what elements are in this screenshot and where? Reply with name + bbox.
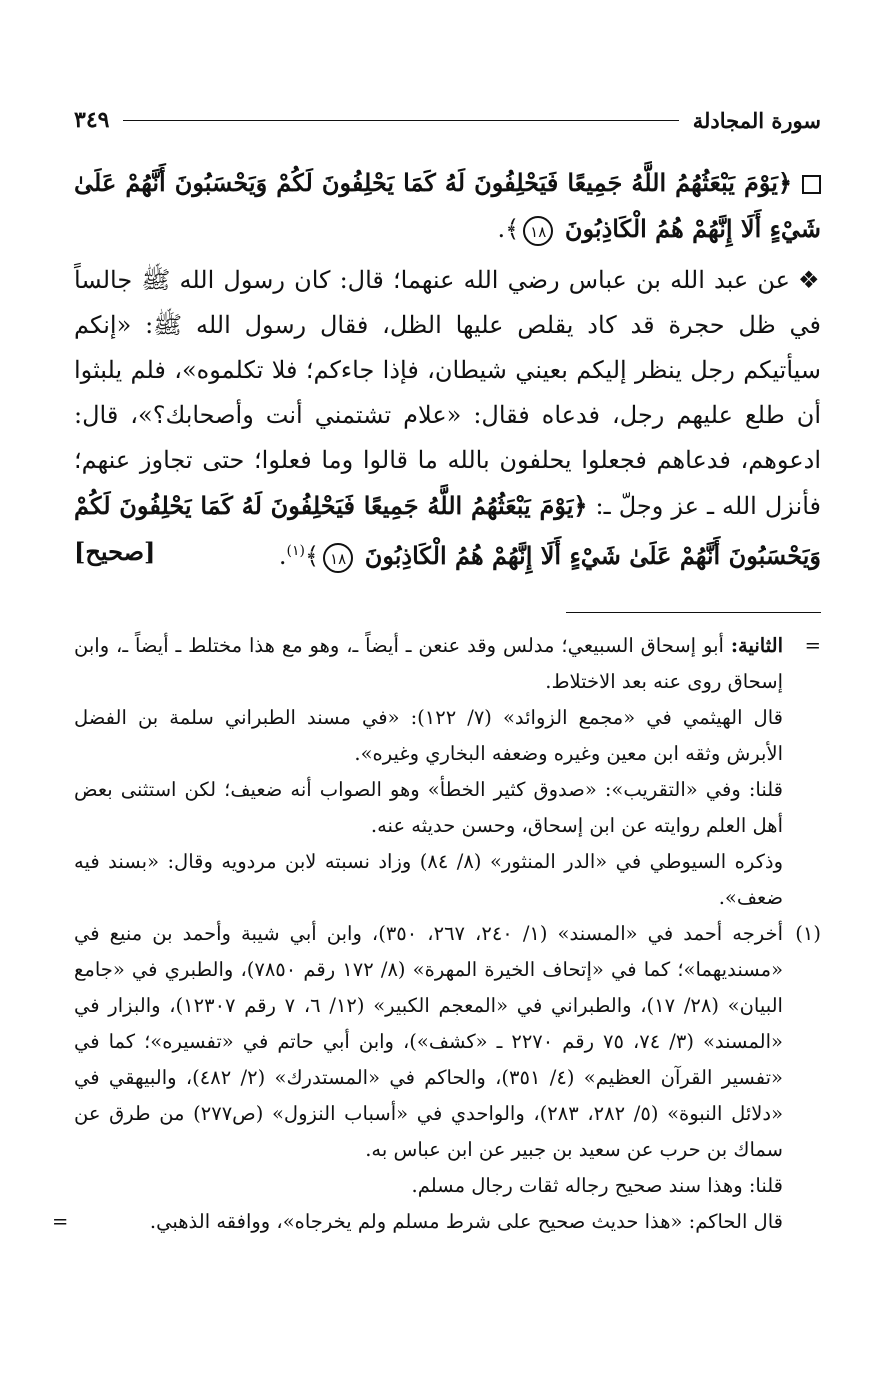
main-text [74,160,821,579]
prev-text: أبو إسحاق السبيعي؛ مدلس وقد عنعن ـ أيضاً ـ، وهو مع هذا مختلط ـ أيضاً ـ، وابن إسحاق روى عنه بعد الاختلاط. [74,634,783,693]
page-number: ٣٤٩ [74,107,110,133]
footnote-paragraph: قال الحاكم: «هذا حديث صحيح على شرط مسلم ولم يخرجاه»، ووافقه الذهبي. [149,1210,783,1233]
surah-title: سورة المجادلة [692,107,821,133]
header-rule [123,120,678,121]
footnote-paragraph: قلنا: وفي «التقريب»: «صدوق كثير الخطأ» وهو الصواب أنه ضعيف؛ لكن استثنى بعض أهل العلم روايته عن ابن إسحاق، وحسن حديثه عنه. [74,778,783,837]
footnote-continuation [74,628,821,700]
footnote-separator [566,612,821,613]
checkbox-square-icon [802,175,821,194]
quote-close: ﴾ [305,542,320,570]
verse-text: ﴿يَوْمَ يَبْعَثُهُمُ اللَّهُ جَمِيعًا فَيَحْلِفُونَ لَهُ كَمَا يَحْلِفُونَ لَكُمْ وَيَحْسَبُونَ أَنَّهُمْ عَلَىٰ شَيْءٍ أَلَا إِنَّهُمْ هُمُ الْكَاذِبُونَ [74,168,821,243]
hadith-end: . [278,542,287,570]
hadith-quote: ﴿يَوْمَ يَبْعَثُهُمُ اللَّهُ جَمِيعًا فَيَحْلِفُونَ لَهُ كَمَا يَحْلِفُونَ لَكُمْ وَيَحْسَبُونَ أَنَّهُمْ عَلَىٰ شَيْءٍ أَلَا إِنَّهُمْ هُمُ الْكَاذِبُونَ [74,491,821,570]
running-header [74,100,821,140]
footnote-paragraph: قال الهيثمي في «مجمع الزوائد» (٧/ ١٢٢): «في مسند الطبراني سلمة بن الفضل الأبرش وثقه ابن معين وغيره وضعفه البخاري وغيره». [74,706,783,765]
end-continuation-mark: = [52,1210,69,1233]
hadith-paragraph [74,258,821,579]
continuation-mark: = [804,634,821,657]
diamond-bullet-icon: ❖ [797,266,822,294]
verse-close: ﴾. [497,215,520,243]
ayah-number-medallion: ١٨ [323,543,353,573]
footnote-paragraph: قلنا: وهذا سند صحيح رجاله ثقات رجال مسلم. [411,1174,783,1197]
footnote-1-mark: (١) [795,922,821,945]
prev-label: الثانية: [730,634,783,657]
hadith-text: عن عبد الله بن عباس رضي الله عنهما؛ قال: كان رسول الله ﷺ جالساً في ظل حجرة قد كاد يقلص عليها الظل، فقال رسول الله ﷺ: «إنكم سيأتيكم رجل ينظر إليكم بعيني شيطان، فإذا جاءكم؛ فلا تكلموه»، فلم يلبثوا أن طلع عليهم رجل، فدعاه فقال: «علام تشتمني أنت وأصحابك؟»، قال: ادعوهم، فدعاهم فجعلوا يحلفون بالله ما قالوا وما فعلوا؛ حتى تجاوز عنهم؛ فأنزل الله ـ عز وجلّ ـ: [74,266,822,520]
footnotes-section [52,628,821,1240]
footnote-1 [52,916,821,1240]
footnote-paragraph: وذكره السيوطي في «الدر المنثور» (٨/ ٨٤) وزاد نسبته لابن مردويه وقال: «بسند فيه ضعف». [74,850,783,909]
ayah-number-medallion: ١٨ [523,216,553,246]
footnote-reference: (١) [286,543,306,559]
verse-block [74,160,821,252]
grade-label: [صحيح] [74,537,156,566]
footnote-1-text: أخرجه أحمد في «المسند» (١/ ٢٤٠، ٢٦٧، ٣٥٠)، وابن أبي شيبة وأحمد بن منيع في «مسنديهما»؛ كما في «إتحاف الخيرة المهرة» (٨/ ١٧٢ رقم ٧٨٥٠)، والطبري في «جامع البيان» (٢٨/ ١٧)، والطبراني في «المعجم الكبير» (١٢/ ٦، ٧ رقم ١٢٣٠٧)، والبزار في «المسند» (٣/ ٧٤، ٧٥ رقم ٢٢٧٠ ـ «كشف»)، وابن أبي حاتم في «تفسيره»؛ كما في «تفسير القرآن العظيم» (٤/ ٣٥١)، والحاكم في «المستدرك» (٢/ ٤٨٢)، والبيهقي في «دلائل النبوة» (٥/ ٢٨٢، ٢٨٣)، والواحدي في «أسباب النزول» (ص٢٧٧) من طرق عن سماك بن حرب عن سعيد بن جبير عن ابن عباس به. [74,922,783,1161]
